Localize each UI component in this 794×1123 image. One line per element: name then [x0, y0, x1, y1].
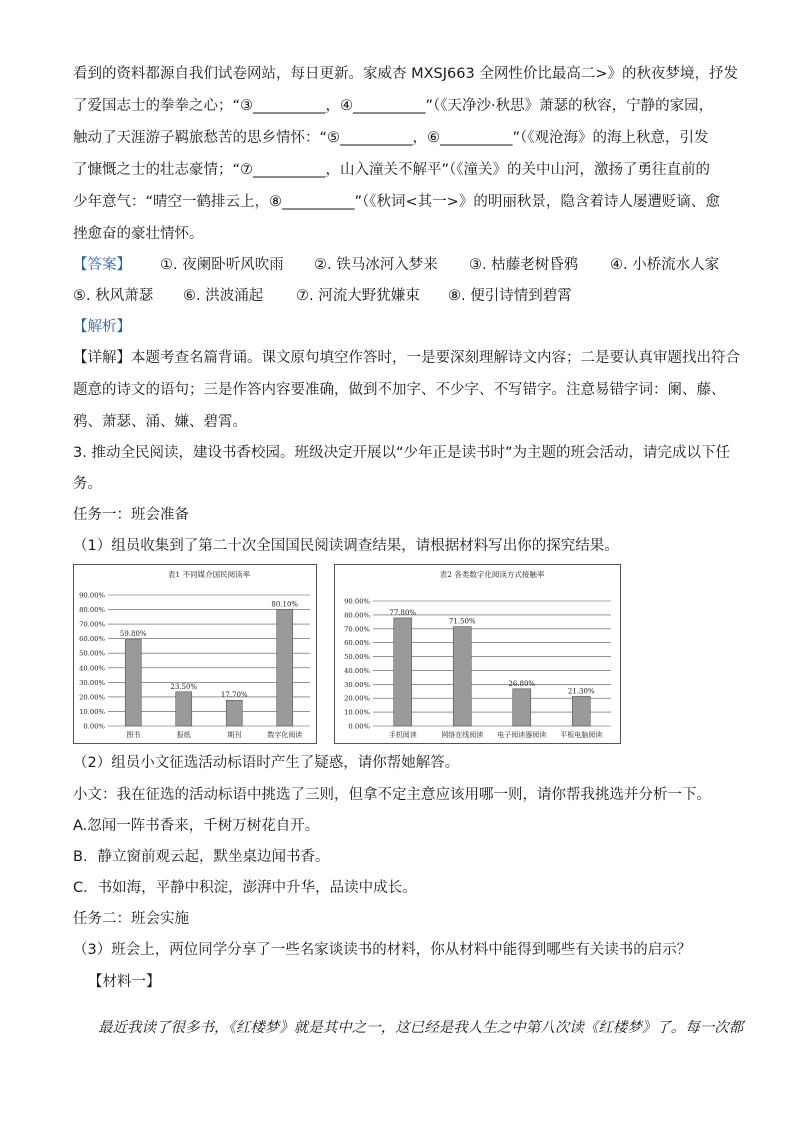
chart-1-ytick-label: 90.00%: [79, 591, 105, 600]
option-c: C．书如海，平静中积淀，澎湃中升华，品读中成长。: [73, 880, 417, 896]
answer-label: 【答案】: [73, 257, 131, 273]
chart-1-category-label: 数字化阅读: [267, 731, 303, 739]
analysis-label: 【解析】: [73, 319, 131, 335]
chart-1-category-label: 期刊: [227, 731, 242, 739]
chart-2-category-label: 网络在线阅读: [441, 731, 484, 739]
sub-question-3: （3）班会上，两位同学分享了一些名家谈读书的材料，你从材料中能得到哪些有关读书的启示？: [73, 942, 692, 958]
chart-1-data-label: 80.10%: [271, 600, 299, 609]
answer-item-2: ②. 铁马冰河入梦来: [314, 257, 438, 273]
analysis-line3: 鸦、萧瑟、涌、嫌、碧霄。: [73, 414, 247, 430]
chart-1-data-label: 59.80%: [119, 629, 147, 638]
chart-2-ytick-label: 80.00%: [344, 611, 370, 620]
chart-2-ytick-label: 30.00%: [344, 680, 370, 689]
chart-2-ytick-label: 20.00%: [344, 694, 370, 703]
chart-2-category-label: 手机阅读: [388, 731, 417, 739]
chart-2-ytick-label: 0.00%: [348, 722, 370, 731]
option-a: A.忽闻一阵书香来，千树万树花自开。: [73, 818, 320, 834]
chart-1-bar: [176, 692, 192, 726]
chart-2-ytick-label: 60.00%: [344, 639, 370, 648]
answer-item-7: ⑦. 河流大野犹嫌束: [296, 288, 420, 304]
chart-1-ytick-label: 0.00%: [83, 722, 105, 731]
chart-1-ytick-label: 20.00%: [79, 693, 105, 702]
answer-item-6: ⑥. 洪波涌起: [183, 288, 264, 304]
q3-line1: 3. 推动全民阅读，建设书香校园。班级决定开展以“少年正是读书时”为主题的班会活动，请完成以下任: [73, 445, 730, 461]
chart-2-ytick-label: 70.00%: [344, 625, 370, 634]
chart-1-category-label: 图书: [126, 731, 141, 739]
chart-2-category-label: 电子阅读器阅读: [497, 731, 547, 739]
chart-2-bar: [394, 618, 412, 726]
chart-1-ytick-label: 60.00%: [79, 635, 105, 644]
para1-line5: 少年意气：“晴空一鹤排云上，⑧__________”（《秋词<其一>》的明丽秋景，隐含着诗人屡遭贬谪、愈: [73, 194, 720, 210]
chart-2-ytick-label: 10.00%: [344, 708, 370, 717]
analysis-line1: 【详解】本题考查名篇背诵。课文原句填空作答时，一是要深刻理解诗文内容；二是要认真审题找出符合: [73, 350, 740, 366]
chart-1-ytick-label: 50.00%: [79, 649, 105, 658]
chart-1-title: 表1 不同媒介国民阅读率: [167, 570, 251, 579]
task1-heading: 任务一：班会准备: [73, 507, 189, 523]
option-b: B．静立窗前观云起，默坐桌边闻书香。: [73, 849, 330, 865]
xiaowen-line: 小文：我在征选的活动标语中挑选了三则，但拿不定主意应该用哪一则，请你帮我挑选并分析一下。: [73, 787, 711, 803]
chart-2-title: 表2 各类数字化阅读方式接触率: [439, 570, 545, 579]
chart-1-ytick-label: 40.00%: [79, 664, 105, 673]
chart-2-category-label: 平板电脑阅读: [560, 731, 603, 739]
q3-line2: 务。: [73, 476, 102, 492]
chart-1-ytick-label: 30.00%: [79, 678, 105, 687]
analysis-line2: 题意的诗文的语句；三是作答内容要准确，做到不加字、不少字、不写错字。注意易错字词：阑、藤、: [73, 382, 726, 398]
chart-2: [335, 565, 620, 743]
chart-1-category-label: 报纸: [176, 731, 191, 739]
chart-2-bar: [453, 627, 471, 726]
chart-1-bar: [277, 609, 293, 726]
answer-item-1: ①. 夜阑卧听风吹雨: [160, 257, 284, 273]
chart-2-data-label: 77.80%: [389, 608, 417, 617]
chart-2-data-label: 21.30%: [567, 687, 595, 696]
chart-1-data-label: 23.50%: [170, 682, 198, 691]
chart-2-bar: [572, 696, 590, 726]
task2-heading: 任务二：班会实施: [73, 911, 189, 927]
chart-2-data-label: 71.50%: [448, 617, 476, 626]
answer-item-5: ⑤. 秋风萧瑟: [73, 288, 154, 304]
chart-2-ytick-label: 50.00%: [344, 653, 370, 662]
para1-line4: 了慷慨之士的壮志豪情；“⑦__________，山入潼关不解平”（《潼关》的关中山河，激扬了勇往直前的: [73, 162, 711, 178]
chart-2-ytick-label: 40.00%: [344, 666, 370, 675]
sub-question-2: （2）组员小文征选活动标语时产生了疑惑，请你帮她解答。: [73, 755, 460, 771]
chart-1-ytick-label: 10.00%: [79, 707, 105, 716]
answer-item-8: ⑧. 便引诗情到碧霄: [448, 288, 572, 304]
para1-line6: 挫愈奋的豪壮情怀。: [73, 226, 204, 242]
para1-line2: 了爱国志士的拳拳之心；“③__________，④__________”（《天净沙·秋思》萧瑟的秋容，宁静的家园，: [73, 98, 714, 114]
answer-item-3: ③. 枯藤老树昏鸦: [469, 257, 579, 273]
material-1-label: 【材料一】: [88, 974, 161, 990]
chart-1-bar: [226, 700, 242, 726]
material-1-text: 最近我读了很多书，《红楼梦》就是其中之一，这已经是我人生之中第八次读《红楼梦》了。每一次都: [98, 1019, 744, 1036]
chart-1-frame: [73, 564, 317, 744]
chart-1-data-label: 17.70%: [220, 691, 248, 700]
chart-1-ytick-label: 70.00%: [79, 620, 105, 629]
para1-line3: 触动了天涯游子羁旅愁苦的思乡情怀：“⑤__________，⑥__________”（《观沧海》的海上秋意，引发: [73, 130, 709, 146]
chart-2-frame: [334, 564, 621, 744]
chart-2-ytick-label: 90.00%: [344, 597, 370, 606]
chart-2-bar: [513, 689, 531, 726]
chart-1-ytick-label: 80.00%: [79, 606, 105, 615]
sub-question-1: （1）组员收集到了第二十次全国国民阅读调查结果，请根据材料写出你的探究结果。: [73, 538, 619, 554]
answer-item-4: ④. 小桥流水人家: [610, 257, 720, 273]
para1-line1: 看到的资料都源自我们试卷网站，每日更新。家威杏 MXSJ663 全网性价比最高二>》的秋夜梦境，抒发: [73, 66, 738, 82]
chart-1-bar: [125, 639, 141, 726]
chart-1: [74, 565, 316, 743]
chart-2-data-label: 26.80%: [508, 679, 536, 688]
